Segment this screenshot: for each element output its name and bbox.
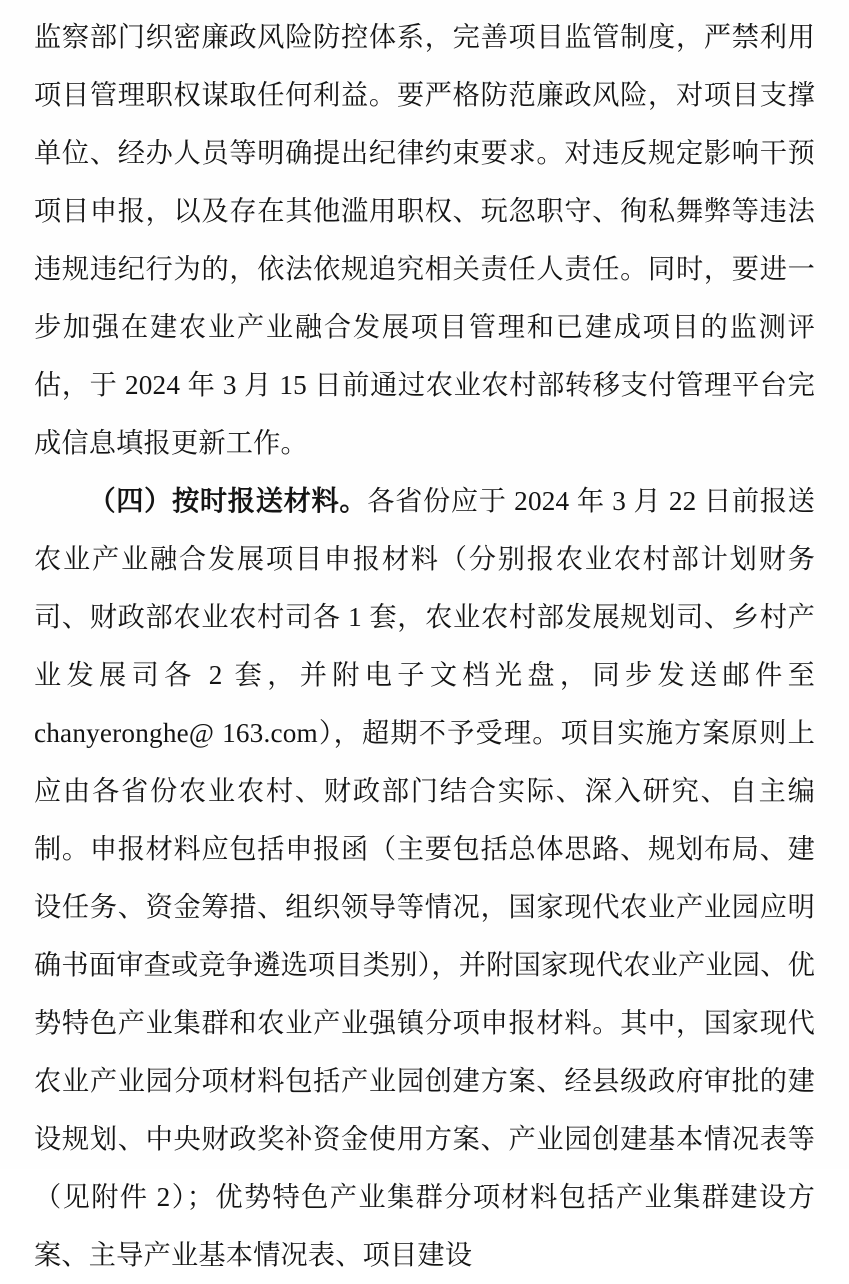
paragraph-submit-materials xyxy=(34,472,815,1284)
paragraph-heading-submit-materials: （四）按时报送材料。 xyxy=(88,486,368,516)
paragraph-text-submit-materials: 各省份应于 2024 年 3 月 22 日前报送农业产业融合发展项目申报材料（分别报农业农村部计划财务司、财政部农业农村司各 1 套，农业农村部发展规划司、乡村产业发展司各 2 套，并附电子文档光盘，同步发送邮件至 chanyeronghe@ 163.com），超期不予受理。项目实施方案原则上应由各省份农业农村、财政部门结合实际、深入研究、自主编制。申报材料应包括申报函（主要包括总体思路、规划布局、建设任务、资金筹措、组织领导等情况，国家现代农业产业园应明确书面审查或竞争遴选项目类别），并附国家现代农业产业园、优势特色产业集群和农业产业强镇分项申报材料。其中，国家现代农业产业园分项材料包括产业园创建方案、经县级政府审批的建设规划、中央财政奖补资金使用方案、产业园创建基本情况表等（见附件 2）；优势特色产业集群分项材料包括产业集群建设方案、主导产业基本情况表、项目建设 xyxy=(34,486,815,1270)
document-body xyxy=(34,8,815,1284)
paragraph-monitoring-discipline: 监察部门织密廉政风险防控体系，完善项目监管制度，严禁利用项目管理职权谋取任何利益。要严格防范廉政风险，对项目支撑单位、经办人员等明确提出纪律约束要求。对违反规定影响干预项目申报，以及存在其他滥用职权、玩忽职守、徇私舞弊等违法违规违纪行为的，依法依规追究相关责任人责任。同时，要进一步加强在建农业产业融合发展项目管理和已建成项目的监测评估，于 2024 年 3 月 15 日前通过农业农村部转移支付管理平台完成信息填报更新工作。 xyxy=(34,22,815,458)
